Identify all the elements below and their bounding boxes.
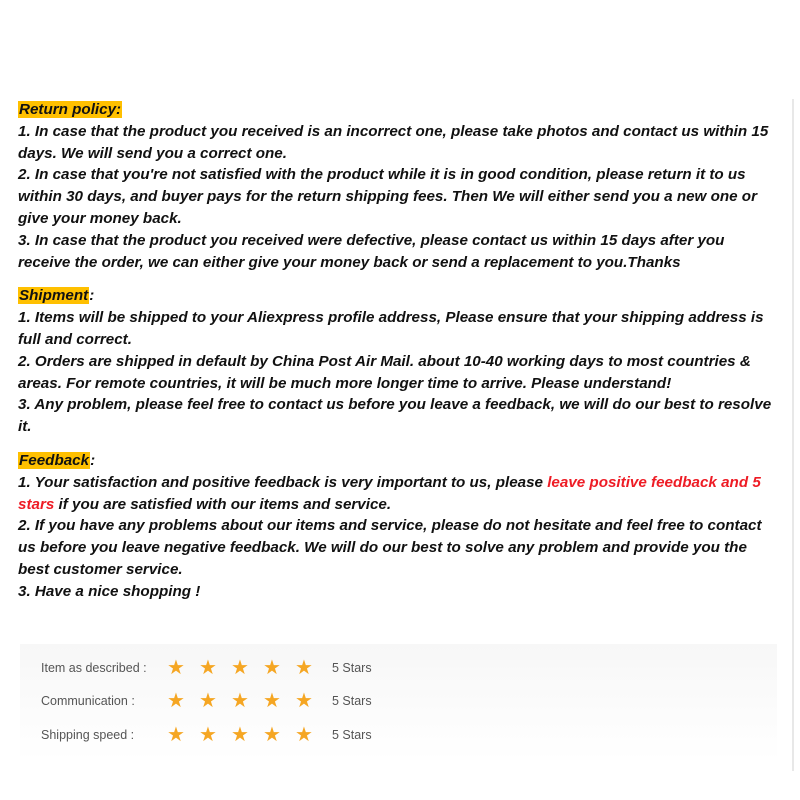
star-icon: ★ [295, 724, 313, 746]
star-icon: ★ [263, 690, 281, 712]
shipment-item-2: 2. Orders are shipped in default by China Post Air Mail. about 10-40 working days to most countries & areas. For remote countries, it will be much more longer time to arrive. Please understand! [18, 352, 751, 392]
return-policy-heading: Return policy: [19, 101, 122, 118]
feedback-emphasis: leave positive feedback and 5 stars [18, 473, 761, 513]
rating-label: Communication : [41, 694, 135, 708]
star-icon: ★ [167, 657, 185, 679]
star-icon: ★ [263, 657, 281, 679]
shipment-item-3: 3. Any problem, please feel free to contact us before you leave a feedback, we will do our best to resolve it. [18, 396, 772, 436]
shipment-heading: Shipment [19, 287, 89, 305]
feedback-section [18, 450, 778, 603]
feedback-item-1 [18, 472, 778, 516]
shipment-heading-colon: : [89, 287, 95, 305]
return-policy-item-2: 2. In case that you're not satisfied with the product while it is in good condition, please return it to us within 30 days, and buyer pays for the return shipping fees. Then We will either send you a new one or give your money back. [18, 166, 757, 227]
rating-label: Shipping speed : [41, 728, 135, 742]
rating-row-item-described [20, 656, 777, 680]
star-icon: ★ [231, 690, 249, 712]
return-policy-item-1: 1. In case that the product you received is an incorrect one, please take photos and contact us within 15 days. We will send you a correct one. [18, 122, 769, 162]
star-icon: ★ [167, 690, 185, 712]
feedback-heading-colon: : [90, 451, 96, 469]
star-icon: ★ [167, 724, 185, 746]
feedback-item-1-tail: if you are satisfied with our items and service. [54, 495, 392, 513]
star-icon: ★ [231, 724, 249, 746]
star-icon: ★ [231, 657, 249, 679]
return-policy-item-3: 3. In case that the product you received were defective, please contact us within 15 days after you receive the order, we can either give your money back or send a replacement to you.Thanks [18, 231, 725, 271]
policy-content [18, 99, 778, 615]
rating-row-shipping-speed [20, 723, 777, 747]
rating-value: 5 Stars [332, 728, 372, 742]
star-icon: ★ [199, 690, 217, 712]
rating-value: 5 Stars [332, 694, 372, 708]
star-rating [160, 689, 320, 713]
seller-ratings-panel [20, 644, 777, 761]
rating-label: Item as described : [41, 661, 147, 675]
feedback-item-2: 2. If you have any problems about our items and service, please do not hesitate and feel free to contact us before you leave negative feedback. We will do our best to solve any problem and provide you the best customer service. [18, 517, 762, 578]
shipment-item-1: 1. Items will be shipped to your Aliexpress profile address, Please ensure that your shipping address is full and correct. [18, 309, 764, 348]
feedback-item-3: 3. Have a nice shopping ! [18, 582, 201, 600]
star-icon: ★ [199, 724, 217, 746]
star-icon: ★ [199, 657, 217, 679]
star-icon: ★ [295, 690, 313, 712]
feedback-heading: Feedback [19, 451, 90, 469]
star-rating [160, 656, 320, 680]
star-icon: ★ [263, 724, 281, 746]
feedback-item-1-text: 1. Your satisfaction and positive feedback is very important to us, please [18, 473, 548, 491]
rating-value: 5 Stars [332, 661, 372, 675]
star-icon: ★ [295, 657, 313, 679]
shipment-section [18, 285, 778, 438]
star-rating [160, 723, 320, 747]
rating-row-communication [20, 689, 777, 713]
return-policy-section [18, 99, 778, 273]
